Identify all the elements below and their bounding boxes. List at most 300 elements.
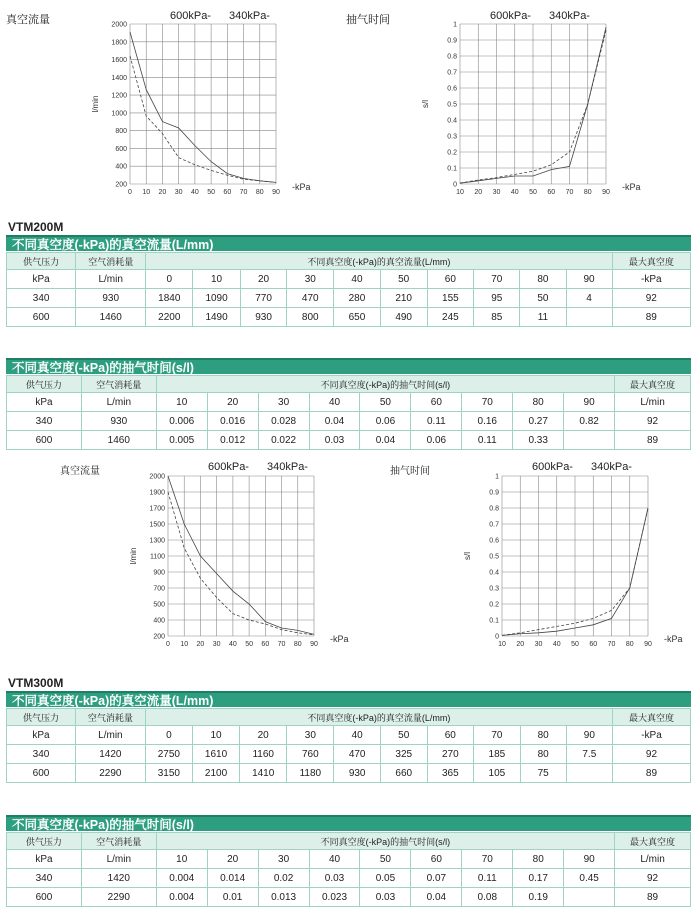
table-header-row <box>7 376 691 393</box>
unit-cell: 90 <box>566 270 612 289</box>
table-cell: 930 <box>240 308 287 327</box>
x-tick-label: 50 <box>245 641 254 648</box>
unit-cell: 40 <box>309 850 360 869</box>
table-cell: 340 <box>7 412 82 431</box>
table-cell: 1460 <box>81 431 156 450</box>
table-cell: 1420 <box>76 745 146 764</box>
chart2-evacuation-time <box>416 18 656 204</box>
table-cell: 0.07 <box>411 869 462 888</box>
table-unit-row <box>7 726 691 745</box>
table-cell: 490 <box>380 308 427 327</box>
table-cell: 0.023 <box>309 888 360 907</box>
unit-cell: 40 <box>334 270 381 289</box>
x-tick-label: 40 <box>552 641 561 648</box>
header-max: 最大真空度 <box>615 376 691 393</box>
x-tick-label: 30 <box>212 641 221 648</box>
table-cell: 0.01 <box>207 888 258 907</box>
x-tick-label: 60 <box>261 641 270 648</box>
header-air: 空气消耗量 <box>81 376 156 393</box>
table-cell: 800 <box>287 308 334 327</box>
y-tick-label: 1 <box>453 21 457 29</box>
unit-cell: 50 <box>360 393 411 412</box>
unit-cell: 70 <box>474 270 520 289</box>
x-tick-label: 40 <box>510 189 519 196</box>
chart4-title: 抽气时间 <box>390 466 430 477</box>
x-tick-label: 70 <box>277 641 286 648</box>
header-max: 最大真空度 <box>615 833 691 850</box>
table-cell: 11 <box>520 308 566 327</box>
chart1-vacuum-flow <box>86 18 326 204</box>
x-tick-label: 50 <box>571 641 579 648</box>
table-cell: 470 <box>287 289 334 308</box>
table-cell: 660 <box>380 764 427 783</box>
x-tick-label: 20 <box>196 641 205 648</box>
x-tick-label: 80 <box>255 189 264 196</box>
y-tick-label: 0.1 <box>489 617 499 625</box>
x-tick-label: 80 <box>625 641 634 648</box>
table-cell: 0.03 <box>360 888 411 907</box>
y-axis-label: s/l <box>463 552 472 560</box>
unit-cell: 10 <box>192 726 239 745</box>
y-tick-label: 1600 <box>111 57 127 65</box>
unit-cell: 30 <box>287 726 334 745</box>
y-tick-label: 2000 <box>149 473 165 481</box>
table-unit-row <box>7 850 691 869</box>
chart4-evacuation-time <box>458 470 694 656</box>
y-tick-label: 1800 <box>111 39 127 47</box>
table-cell: 185 <box>474 745 521 764</box>
unit-cell: L/min <box>615 850 691 869</box>
unit-cell: -kPa <box>612 726 690 745</box>
unit-cell: -kPa <box>612 270 690 289</box>
table-unit-row <box>7 270 691 289</box>
y-tick-label: 900 <box>153 569 165 577</box>
vtm300-evac-table-title: 不同真空度(-kPa)的抽气时间(s/l) <box>6 815 691 831</box>
x-tick-label: 80 <box>293 641 302 648</box>
table-cell: 0.04 <box>309 412 360 431</box>
x-tick-label: 30 <box>174 189 183 196</box>
unit-cell: L/min <box>81 850 156 869</box>
table-cell: 0.012 <box>207 431 258 450</box>
chart3-legend-600: 600kPa- <box>208 461 249 473</box>
vtm200-evac-table-title: 不同真空度(-kPa)的抽气时间(s/l) <box>6 358 691 374</box>
table-row <box>7 289 691 308</box>
header-group: 不同真空度(-kPa)的抽气时间(s/l) <box>156 833 614 850</box>
header-supply: 供气压力 <box>7 253 76 270</box>
header-air: 空气消耗量 <box>76 253 146 270</box>
table-cell: 0.016 <box>207 412 258 431</box>
x-tick-label: 10 <box>180 641 189 648</box>
table-cell: 930 <box>76 289 146 308</box>
y-tick-label: 0 <box>453 181 457 189</box>
chart4-legend-600: 600kPa- <box>532 461 573 473</box>
table-cell: 0.19 <box>513 888 564 907</box>
table-cell: 600 <box>7 431 82 450</box>
chart2-legend-340: 340kPa- <box>549 10 590 22</box>
series-line-600kPa <box>130 32 276 182</box>
table-cell: 0.04 <box>411 888 462 907</box>
table-cell: 4 <box>566 289 612 308</box>
unit-cell: kPa <box>7 726 76 745</box>
table-cell: 0.028 <box>258 412 309 431</box>
table-cell: 0.02 <box>258 869 309 888</box>
header-group: 不同真空度(-kPa)的真空流量(L/mm) <box>146 253 612 270</box>
table-cell: 1460 <box>76 308 146 327</box>
vtm300-flow-table-title: 不同真空度(-kPa)的真空流量(L/mm) <box>6 691 691 707</box>
table-cell: 0.05 <box>360 869 411 888</box>
table-cell: 340 <box>7 289 76 308</box>
table-cell: 80 <box>520 745 566 764</box>
table-cell: 600 <box>7 764 76 783</box>
series-line-600kPa <box>168 476 314 634</box>
y-tick-label: 0 <box>495 633 499 641</box>
y-tick-label: 0.7 <box>489 521 499 529</box>
y-tick-label: 1100 <box>149 553 165 561</box>
x-tick-label: 50 <box>207 189 216 196</box>
table-header-row <box>7 833 691 850</box>
unit-cell: 80 <box>513 393 564 412</box>
x-axis-unit: -kPa <box>292 182 311 192</box>
unit-cell: 90 <box>566 726 612 745</box>
y-tick-label: 0.8 <box>489 505 499 513</box>
model-title-vtm300m: VTM300M <box>8 676 64 690</box>
y-tick-label: 500 <box>153 601 165 609</box>
chart1-legend-340: 340kPa- <box>229 10 270 22</box>
unit-cell: 0 <box>146 270 193 289</box>
y-tick-label: 1 <box>495 473 499 481</box>
x-tick-label: 30 <box>492 189 501 196</box>
table-cell: 92 <box>615 412 691 431</box>
table-cell: 0.04 <box>360 431 411 450</box>
y-tick-label: 0.2 <box>489 601 499 609</box>
chart3-vacuum-flow <box>124 470 364 656</box>
table-cell: 89 <box>612 308 690 327</box>
unit-cell: 30 <box>287 270 334 289</box>
chart3-title: 真空流量 <box>60 466 100 477</box>
table-cell: 0.27 <box>513 412 564 431</box>
header-supply: 供气压力 <box>7 709 76 726</box>
header-max: 最大真空度 <box>612 709 690 726</box>
table-cell: 325 <box>380 745 427 764</box>
unit-cell: 10 <box>156 850 207 869</box>
unit-cell: kPa <box>7 393 82 412</box>
y-tick-label: 0.5 <box>489 553 499 561</box>
table-cell: 770 <box>240 289 287 308</box>
unit-cell: 70 <box>474 726 521 745</box>
table-cell: 600 <box>7 308 76 327</box>
y-tick-label: 400 <box>153 617 165 625</box>
y-tick-label: 1400 <box>111 74 127 82</box>
unit-cell: 20 <box>207 393 258 412</box>
unit-cell: kPa <box>7 850 82 869</box>
y-tick-label: 0.9 <box>447 37 457 45</box>
table-row <box>7 431 691 450</box>
y-tick-label: 0.7 <box>447 69 457 77</box>
table-cell: 0.33 <box>513 431 564 450</box>
table-cell: 760 <box>287 745 334 764</box>
unit-cell: 50 <box>380 270 427 289</box>
table-header-row <box>7 709 691 726</box>
y-tick-label: 700 <box>153 585 165 593</box>
y-tick-label: 1500 <box>149 521 165 529</box>
table-cell: 0.004 <box>156 888 207 907</box>
table-cell: 0.004 <box>156 869 207 888</box>
table-cell: 75 <box>520 764 566 783</box>
table-cell: 365 <box>427 764 474 783</box>
y-tick-label: 0.6 <box>489 537 499 545</box>
table-cell: 0.014 <box>207 869 258 888</box>
x-tick-label: 70 <box>565 189 574 196</box>
vtm200-flow-table <box>6 252 691 327</box>
y-tick-label: 0.3 <box>489 585 499 593</box>
x-tick-label: 40 <box>190 189 199 196</box>
x-axis-unit: -kPa <box>330 634 349 644</box>
table-cell: 92 <box>612 289 690 308</box>
unit-cell: 70 <box>462 850 513 869</box>
table-row <box>7 745 691 764</box>
table-cell: 0.06 <box>360 412 411 431</box>
table-cell: 1090 <box>193 289 240 308</box>
y-tick-label: 800 <box>115 128 127 136</box>
unit-cell: kPa <box>7 270 76 289</box>
table-cell: 0.11 <box>462 431 513 450</box>
table-cell: 0.006 <box>156 412 207 431</box>
y-tick-label: 0.6 <box>447 85 457 93</box>
vtm300-evac-table <box>6 832 691 907</box>
table-cell <box>566 764 612 783</box>
x-axis-unit: -kPa <box>622 182 641 192</box>
y-axis-label: l/min <box>91 95 100 113</box>
x-tick-label: 50 <box>529 189 537 196</box>
chart4-legend-340: 340kPa- <box>591 461 632 473</box>
y-tick-label: 1300 <box>149 537 165 545</box>
series-line-340kPa <box>168 492 314 635</box>
unit-cell: 30 <box>258 393 309 412</box>
table-cell: 0.17 <box>513 869 564 888</box>
unit-cell: 10 <box>193 270 240 289</box>
unit-cell: L/min <box>76 726 146 745</box>
table-cell: 1420 <box>81 869 156 888</box>
table-cell: 270 <box>427 745 474 764</box>
unit-cell: 10 <box>156 393 207 412</box>
table-cell: 1180 <box>287 764 334 783</box>
x-tick-label: 10 <box>498 641 506 648</box>
x-tick-label: 0 <box>166 641 170 648</box>
y-tick-label: 200 <box>153 633 165 641</box>
x-tick-label: 90 <box>644 641 652 648</box>
table-cell: 0.06 <box>411 431 462 450</box>
x-tick-label: 30 <box>534 641 543 648</box>
table-unit-row <box>7 393 691 412</box>
x-tick-label: 60 <box>589 641 598 648</box>
table-cell: 0.82 <box>564 412 615 431</box>
table-cell: 0.013 <box>258 888 309 907</box>
x-tick-label: 20 <box>474 189 483 196</box>
table-cell: 85 <box>474 308 520 327</box>
unit-cell: L/min <box>81 393 156 412</box>
header-group: 不同真空度(-kPa)的抽气时间(s/l) <box>156 376 614 393</box>
y-axis-label: s/l <box>421 100 430 108</box>
table-cell: 3150 <box>145 764 192 783</box>
table-cell: 650 <box>334 308 381 327</box>
table-cell: 7.5 <box>566 745 612 764</box>
table-cell: 0.11 <box>411 412 462 431</box>
table-cell: 0.005 <box>156 431 207 450</box>
x-tick-label: 0 <box>128 189 132 196</box>
x-tick-label: 40 <box>228 641 237 648</box>
y-tick-label: 400 <box>115 163 127 171</box>
unit-cell: 80 <box>520 270 566 289</box>
unit-cell: 90 <box>564 850 615 869</box>
unit-cell: 70 <box>462 393 513 412</box>
x-tick-label: 60 <box>547 189 556 196</box>
table-cell: 95 <box>474 289 520 308</box>
table-cell: 0.11 <box>462 869 513 888</box>
y-tick-label: 1200 <box>111 92 127 100</box>
table-cell: 1840 <box>146 289 193 308</box>
unit-cell: 50 <box>360 850 411 869</box>
table-cell: 280 <box>334 289 381 308</box>
table-cell: 89 <box>615 431 691 450</box>
y-tick-label: 1700 <box>149 505 165 513</box>
x-axis-unit: -kPa <box>664 634 683 644</box>
chart3-legend-340: 340kPa- <box>267 461 308 473</box>
table-cell: 105 <box>474 764 521 783</box>
x-tick-label: 70 <box>239 189 248 196</box>
y-axis-label: l/min <box>129 547 138 565</box>
y-tick-label: 600 <box>115 145 127 153</box>
x-tick-label: 90 <box>602 189 610 196</box>
table-cell: 92 <box>615 869 691 888</box>
unit-cell: 20 <box>240 726 287 745</box>
unit-cell: 60 <box>411 393 462 412</box>
x-tick-label: 90 <box>272 189 280 196</box>
y-tick-label: 0.3 <box>447 133 457 141</box>
table-header-row <box>7 253 691 270</box>
table-cell <box>564 888 615 907</box>
table-cell: 92 <box>612 745 690 764</box>
table-cell: 2200 <box>146 308 193 327</box>
header-supply: 供气压力 <box>7 376 82 393</box>
unit-cell: 80 <box>520 726 566 745</box>
chart1-legend-600: 600kPa- <box>170 10 211 22</box>
x-tick-label: 70 <box>607 641 616 648</box>
vtm300-flow-table <box>6 708 691 783</box>
unit-cell: 80 <box>513 850 564 869</box>
table-cell: 155 <box>427 289 474 308</box>
table-cell: 340 <box>7 745 76 764</box>
unit-cell: 50 <box>380 726 427 745</box>
table-cell: 0.03 <box>309 431 360 450</box>
table-row <box>7 764 691 783</box>
table-cell <box>564 431 615 450</box>
table-cell: 1610 <box>192 745 239 764</box>
x-tick-label: 60 <box>223 189 232 196</box>
x-tick-label: 10 <box>142 189 151 196</box>
vtm200-evac-table <box>6 375 691 450</box>
table-row <box>7 869 691 888</box>
table-cell: 50 <box>520 289 566 308</box>
table-row <box>7 412 691 431</box>
unit-cell: 0 <box>145 726 192 745</box>
table-cell: 0.022 <box>258 431 309 450</box>
table-cell: 1490 <box>193 308 240 327</box>
table-cell: 1160 <box>240 745 287 764</box>
model-title-vtm200m: VTM200M <box>8 220 64 234</box>
unit-cell: 20 <box>207 850 258 869</box>
table-cell: 930 <box>81 412 156 431</box>
y-tick-label: 2000 <box>111 21 127 29</box>
table-cell: 2290 <box>76 764 146 783</box>
x-tick-label: 90 <box>310 641 318 648</box>
header-air: 空气消耗量 <box>76 709 146 726</box>
table-cell: 0.08 <box>462 888 513 907</box>
unit-cell: L/min <box>76 270 146 289</box>
vtm200-flow-table-title: 不同真空度(-kPa)的真空流量(L/mm) <box>6 235 691 251</box>
table-cell: 2100 <box>192 764 239 783</box>
table-cell: 0.03 <box>309 869 360 888</box>
unit-cell: 30 <box>258 850 309 869</box>
table-cell: 600 <box>7 888 82 907</box>
unit-cell: 20 <box>240 270 287 289</box>
y-tick-label: 1900 <box>149 489 165 497</box>
y-tick-label: 0.5 <box>447 101 457 109</box>
unit-cell: 60 <box>411 850 462 869</box>
table-cell: 0.45 <box>564 869 615 888</box>
series-line-340kPa <box>130 56 276 182</box>
header-supply: 供气压力 <box>7 833 82 850</box>
unit-cell: 40 <box>334 726 381 745</box>
unit-cell: L/min <box>615 393 691 412</box>
unit-cell: 60 <box>427 270 474 289</box>
y-tick-label: 200 <box>115 181 127 189</box>
y-tick-label: 0.4 <box>489 569 499 577</box>
table-cell: 930 <box>334 764 381 783</box>
x-tick-label: 20 <box>158 189 167 196</box>
table-cell: 210 <box>380 289 427 308</box>
table-cell: 1410 <box>240 764 287 783</box>
y-tick-label: 0.8 <box>447 53 457 61</box>
unit-cell: 90 <box>564 393 615 412</box>
chart1-title: 真空流量 <box>6 14 50 26</box>
unit-cell: 40 <box>309 393 360 412</box>
table-row <box>7 308 691 327</box>
table-cell: 89 <box>612 764 690 783</box>
y-tick-label: 0.2 <box>447 149 457 157</box>
table-cell: 0.16 <box>462 412 513 431</box>
x-tick-label: 10 <box>456 189 464 196</box>
chart2-legend-600: 600kPa- <box>490 10 531 22</box>
y-tick-label: 0.9 <box>489 489 499 497</box>
header-air: 空气消耗量 <box>81 833 156 850</box>
y-tick-label: 0.4 <box>447 117 457 125</box>
x-tick-label: 20 <box>516 641 525 648</box>
y-tick-label: 1000 <box>111 110 127 118</box>
table-cell: 2750 <box>145 745 192 764</box>
table-cell: 89 <box>615 888 691 907</box>
header-max: 最大真空度 <box>612 253 690 270</box>
table-cell: 340 <box>7 869 82 888</box>
table-row <box>7 888 691 907</box>
y-tick-label: 0.1 <box>447 165 457 173</box>
x-tick-label: 80 <box>583 189 592 196</box>
header-group: 不同真空度(-kPa)的真空流量(L/mm) <box>145 709 612 726</box>
table-cell <box>566 308 612 327</box>
chart2-title: 抽气时间 <box>346 14 390 26</box>
table-cell: 470 <box>334 745 381 764</box>
table-cell: 245 <box>427 308 474 327</box>
table-cell: 2290 <box>81 888 156 907</box>
